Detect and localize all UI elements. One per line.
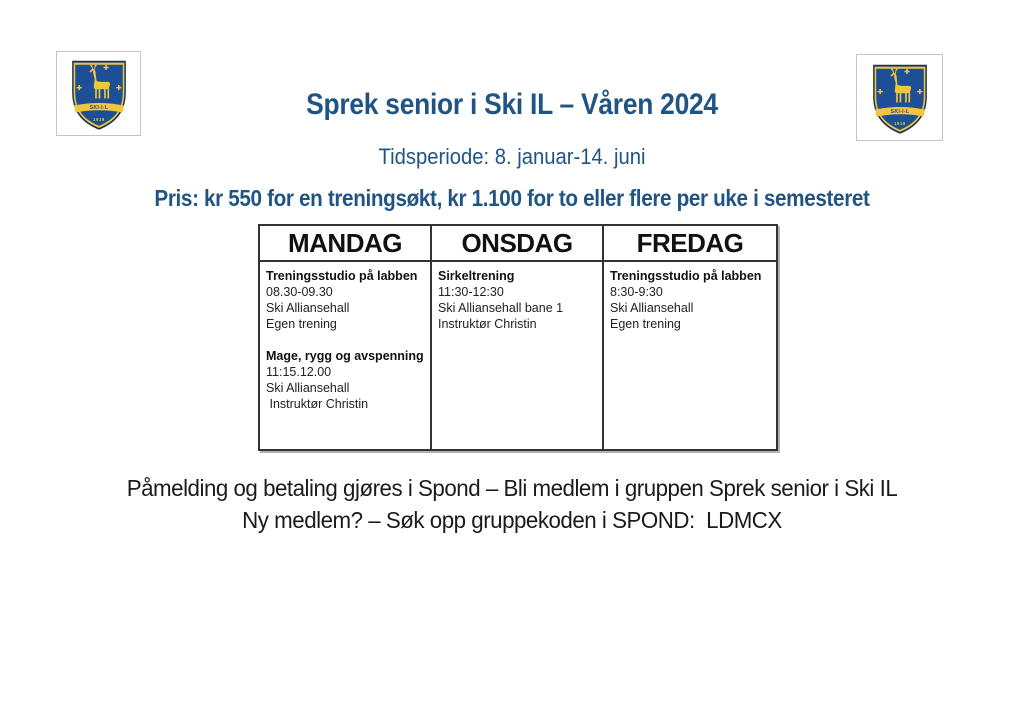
session-time: 08.30-09.30: [266, 285, 333, 299]
session-title: Treningsstudio på labben: [610, 269, 762, 283]
schedule-cell-fredag: [603, 261, 777, 450]
schedule-cell-mandag: [259, 261, 431, 450]
schedule-table: [258, 224, 778, 451]
founded-year: 1919: [92, 116, 105, 122]
column-header-fredag: FREDAG: [603, 225, 777, 261]
session-title: Sirkeltrening: [438, 269, 515, 283]
session-instructor: Instruktør Christin: [438, 317, 537, 331]
session-block: [438, 268, 598, 332]
session-title: Treningsstudio på labben: [266, 269, 418, 283]
session-location: Ski Alliansehall: [266, 381, 350, 395]
session-time: 11:15.12.00: [266, 365, 332, 379]
period-text: Tidsperiode: 8. januar-14. juni: [378, 144, 646, 169]
schedule-body-row: [259, 261, 777, 450]
session-location: Ski Alliansehall bane 1: [438, 301, 564, 315]
session-title: Mage, rygg og avspenning: [266, 349, 424, 363]
schedule-cell-onsdag: [431, 261, 603, 450]
session-block: [266, 268, 426, 332]
schedule-header-row: [259, 225, 777, 261]
column-header-mandag: MANDAG: [259, 225, 431, 261]
column-header-onsdag: ONSDAG: [431, 225, 603, 261]
banner-text: SKI-I-L: [890, 108, 909, 115]
schedule-table-wrap: [258, 224, 778, 451]
session-block: [610, 268, 772, 332]
price-text: Pris: kr 550 for en treningsøkt, kr 1.100 for to eller flere per uke i semesteret: [154, 185, 870, 211]
page-title: Sprek senior i Ski IL – Våren 2024: [306, 88, 718, 121]
group-code-text: Ny medlem? – Søk opp gruppekoden i SPOND: LDMCX: [242, 507, 782, 533]
session-time: 11:30-12:30: [438, 285, 504, 299]
session-note: Egen trening: [610, 317, 681, 331]
session-block: [266, 348, 426, 412]
session-location: Ski Alliansehall: [610, 301, 694, 315]
session-location: Ski Alliansehall: [266, 301, 350, 315]
founded-year: 1919: [893, 120, 906, 126]
session-note: Egen trening: [266, 317, 337, 331]
banner-text: SKI-I-L: [89, 104, 108, 111]
signup-info-text: Påmelding og betaling gjøres i Spond – Bli medlem i gruppen Sprek senior i Ski IL: [126, 475, 898, 501]
session-time: 8:30-9:30: [610, 285, 663, 299]
session-instructor: Instruktør Christin: [266, 397, 369, 411]
